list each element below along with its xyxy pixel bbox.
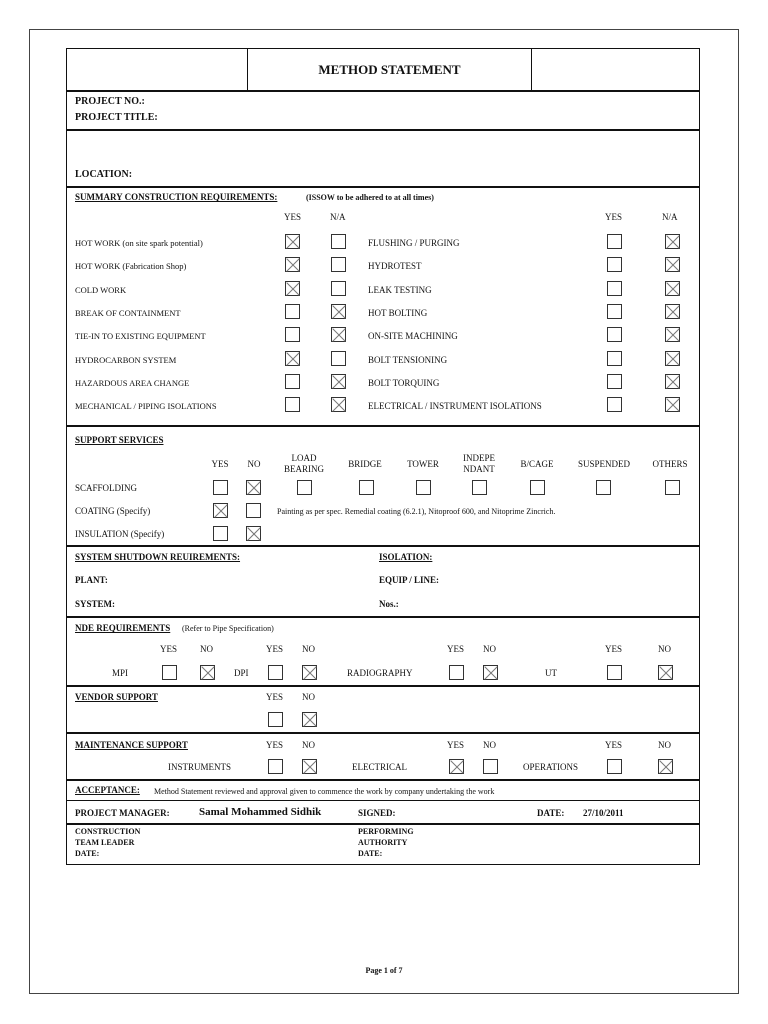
summary-right-na-checkbox[interactable] — [665, 327, 680, 342]
system-label: SYSTEM: — [75, 599, 116, 609]
ut-no-col: NO — [658, 644, 671, 654]
summary-right-yes-checkbox[interactable] — [607, 304, 622, 319]
summary-right-yes-checkbox[interactable] — [607, 257, 622, 272]
header-divider-right — [531, 48, 532, 91]
support-col-load-bearing: LOAD BEARING — [284, 453, 324, 474]
radiography-no-col: NO — [483, 644, 496, 654]
insulation-label: INSULATION (Specify) — [75, 529, 165, 539]
summary-left-na-checkbox[interactable] — [331, 351, 346, 366]
instruments-no-checkbox[interactable] — [302, 759, 317, 774]
team-leader-label: TEAM LEADER — [75, 838, 135, 847]
operations-label: OPERATIONS — [523, 762, 579, 772]
support-heading: SUPPORT SERVICES — [75, 435, 164, 445]
summary-right-yes-checkbox[interactable] — [607, 374, 622, 389]
mpi-yes-col: YES — [160, 644, 178, 654]
scaffolding-yes-checkbox[interactable] — [213, 480, 228, 495]
mpi-label: MPI — [112, 668, 129, 678]
performing-label: PERFORMING — [358, 827, 414, 836]
scaffolding-no-checkbox[interactable] — [246, 480, 261, 495]
support-col-suspended: SUSPENDED — [577, 459, 630, 469]
summary-right-na-checkbox[interactable] — [665, 304, 680, 319]
acceptance-heading: ACCEPTANCE: — [75, 785, 140, 795]
summary-right-yes-checkbox[interactable] — [607, 351, 622, 366]
construction-label: CONSTRUCTION — [75, 827, 141, 836]
project-title-label: PROJECT TITLE: — [75, 112, 158, 123]
summary-right-na-checkbox[interactable] — [665, 281, 680, 296]
summary-yes-left: YES — [284, 212, 302, 222]
shutdown-rule — [66, 616, 700, 618]
scaffolding-load-bearing-checkbox[interactable] — [297, 480, 312, 495]
equip-line-label: EQUIP / LINE: — [379, 575, 440, 585]
summary-left-yes-checkbox[interactable] — [285, 281, 300, 296]
ut-no-checkbox[interactable] — [658, 665, 673, 680]
authority-date-label: DATE: — [358, 849, 383, 858]
support-col-yes: YES — [211, 459, 229, 469]
maintenance-heading: MAINTENANCE SUPPORT — [75, 740, 188, 750]
summary-left-label: HOT WORK (Fabrication Shop) — [75, 261, 187, 271]
support-col-independant: INDEPE NDANT — [463, 453, 495, 474]
radiography-yes-col: YES — [447, 644, 465, 654]
electrical-no-col: NO — [483, 740, 496, 750]
summary-right-label: HYDROTEST — [368, 261, 422, 271]
dpi-no-checkbox[interactable] — [302, 665, 317, 680]
operations-yes-checkbox[interactable] — [607, 759, 622, 774]
summary-left-label: MECHANICAL / PIPING ISOLATIONS — [75, 401, 217, 411]
project-rule — [66, 129, 700, 131]
nos-label: Nos.: — [379, 599, 399, 609]
radiography-label: RADIOGRAPHY — [347, 668, 413, 678]
isolation-heading: ISOLATION: — [379, 552, 433, 562]
summary-left-yes-checkbox[interactable] — [285, 351, 300, 366]
summary-right-yes-checkbox[interactable] — [607, 234, 622, 249]
summary-left-label: BREAK OF CONTAINMENT — [75, 308, 181, 318]
vendor-yes-checkbox[interactable] — [268, 712, 283, 727]
signature-rule — [66, 823, 700, 825]
instruments-no-col: NO — [302, 740, 315, 750]
summary-yes-right: YES — [605, 212, 623, 222]
nde-note: (Refer to Pipe Specification) — [182, 624, 274, 633]
support-col-tower: TOWER — [407, 459, 439, 469]
summary-left-label: HYDROCARBON SYSTEM — [75, 355, 177, 365]
plant-label: PLANT: — [75, 575, 108, 585]
instruments-yes-checkbox[interactable] — [268, 759, 283, 774]
construction-date-label: DATE: — [75, 849, 100, 858]
summary-left-na-checkbox[interactable] — [331, 327, 346, 342]
summary-left-yes-checkbox[interactable] — [285, 257, 300, 272]
summary-left-yes-checkbox[interactable] — [285, 304, 300, 319]
vendor-no-checkbox[interactable] — [302, 712, 317, 727]
insulation-no-checkbox[interactable] — [246, 526, 261, 541]
electrical-no-checkbox[interactable] — [483, 759, 498, 774]
support-col-no: NO — [247, 459, 261, 469]
summary-right-na-checkbox[interactable] — [665, 351, 680, 366]
ut-yes-col: YES — [605, 644, 623, 654]
summary-right-label: ON-SITE MACHINING — [368, 331, 458, 341]
summary-right-yes-checkbox[interactable] — [607, 397, 622, 412]
dpi-label: DPI — [234, 668, 249, 678]
page-number: Page 1 of 7 — [365, 966, 403, 975]
radiography-no-checkbox[interactable] — [483, 665, 498, 680]
ut-yes-checkbox[interactable] — [607, 665, 622, 680]
maintenance-rule — [66, 779, 700, 781]
scaffolding-suspended-checkbox[interactable] — [596, 480, 611, 495]
summary-right-na-checkbox[interactable] — [665, 257, 680, 272]
vendor-yes-col: YES — [266, 692, 284, 702]
operations-no-col: NO — [658, 740, 671, 750]
support-rule — [66, 545, 700, 547]
summary-right-na-checkbox[interactable] — [665, 397, 680, 412]
support-col-bridge: BRIDGE — [348, 459, 382, 469]
mpi-no-col: NO — [200, 644, 213, 654]
dpi-yes-checkbox[interactable] — [268, 665, 283, 680]
radiography-yes-checkbox[interactable] — [449, 665, 464, 680]
summary-heading: SUMMARY CONSTRUCTION REQUIREMENTS: — [75, 192, 278, 202]
instruments-label: INSTRUMENTS — [168, 762, 232, 772]
insulation-yes-checkbox[interactable] — [213, 526, 228, 541]
authority-label: AUTHORITY — [358, 838, 408, 847]
summary-rule — [66, 425, 700, 427]
ut-label: UT — [545, 668, 557, 678]
summary-right-label: ELECTRICAL / INSTRUMENT ISOLATIONS — [368, 401, 542, 411]
summary-na-right: N/A — [662, 212, 678, 222]
support-col-others: OTHERS — [652, 459, 688, 469]
summary-left-na-checkbox[interactable] — [331, 304, 346, 319]
acceptance-text: Method Statement reviewed and approval given to commence the work by company undertaking the work — [154, 787, 495, 796]
mpi-yes-checkbox[interactable] — [162, 665, 177, 680]
vendor-no-col: NO — [302, 692, 315, 702]
location-rule — [66, 186, 700, 188]
header-rule — [66, 90, 700, 92]
summary-left-yes-checkbox[interactable] — [285, 327, 300, 342]
dpi-yes-col: YES — [266, 644, 284, 654]
summary-left-yes-checkbox[interactable] — [285, 397, 300, 412]
instruments-yes-col: YES — [266, 740, 284, 750]
scaffolding-bridge-checkbox[interactable] — [359, 480, 374, 495]
operations-no-checkbox[interactable] — [658, 759, 673, 774]
mpi-no-checkbox[interactable] — [200, 665, 215, 680]
support-col-bcage: B/CAGE — [520, 459, 554, 469]
summary-left-yes-checkbox[interactable] — [285, 234, 300, 249]
coating-specification: Painting as per spec. Remedial coating (6.2.1), Nitoproof 600, and Nitoprime Zincrich. — [277, 507, 556, 516]
vendor-rule — [66, 732, 700, 734]
coating-no-checkbox[interactable] — [246, 503, 261, 518]
summary-left-na-checkbox[interactable] — [331, 374, 346, 389]
electrical-yes-checkbox[interactable] — [449, 759, 464, 774]
scaffolding-label: SCAFFOLDING — [75, 483, 138, 493]
summary-left-na-checkbox[interactable] — [331, 281, 346, 296]
form-title: METHOD STATEMENT — [318, 62, 461, 77]
summary-right-label: BOLT TORQUING — [368, 378, 440, 388]
summary-left-yes-checkbox[interactable] — [285, 374, 300, 389]
summary-left-na-checkbox[interactable] — [331, 234, 346, 249]
summary-right-na-checkbox[interactable] — [665, 374, 680, 389]
summary-left-label: TIE-IN TO EXISTING EQUIPMENT — [75, 331, 206, 341]
coating-label: COATING (Specify) — [75, 506, 151, 516]
summary-na-left: N/A — [330, 212, 346, 222]
shutdown-heading: SYSTEM SHUTDOWN REUIREMENTS: — [75, 552, 241, 562]
acceptance-rule — [66, 800, 700, 801]
vendor-heading: VENDOR SUPPORT — [75, 692, 158, 702]
scaffolding-bcage-checkbox[interactable] — [530, 480, 545, 495]
nde-rule — [66, 685, 700, 687]
summary-right-label: LEAK TESTING — [368, 285, 432, 295]
summary-left-label: HAZARDOUS AREA CHANGE — [75, 378, 190, 388]
summary-left-label: COLD WORK — [75, 285, 127, 295]
project-manager-name: Samal Mohammed Sidhik — [199, 806, 322, 818]
coating-yes-checkbox[interactable] — [213, 503, 228, 518]
date-value: 27/10/2011 — [583, 808, 624, 818]
scaffolding-others-checkbox[interactable] — [665, 480, 680, 495]
electrical-label: ELECTRICAL — [352, 762, 407, 772]
summary-left-label: HOT WORK (on site spark potential) — [75, 238, 203, 248]
signed-label: SIGNED: — [358, 808, 396, 818]
summary-right-yes-checkbox[interactable] — [607, 327, 622, 342]
summary-right-yes-checkbox[interactable] — [607, 281, 622, 296]
summary-note: (ISSOW to be adhered to at all times) — [306, 193, 434, 202]
summary-right-na-checkbox[interactable] — [665, 234, 680, 249]
dpi-no-col: NO — [302, 644, 315, 654]
summary-right-label: HOT BOLTING — [368, 308, 428, 318]
nde-heading: NDE REQUIREMENTS — [75, 623, 171, 633]
scaffolding-independant-checkbox[interactable] — [472, 480, 487, 495]
summary-right-label: FLUSHING / PURGING — [368, 238, 460, 248]
operations-yes-col: YES — [605, 740, 623, 750]
summary-right-label: BOLT TENSIONING — [368, 355, 448, 365]
project-no-label: PROJECT NO.: — [75, 96, 145, 107]
project-manager-label: PROJECT MANAGER: — [75, 808, 170, 818]
scaffolding-tower-checkbox[interactable] — [416, 480, 431, 495]
electrical-yes-col: YES — [447, 740, 465, 750]
date-label: DATE: — [537, 808, 565, 818]
location-label: LOCATION: — [75, 169, 133, 180]
summary-left-na-checkbox[interactable] — [331, 397, 346, 412]
summary-left-na-checkbox[interactable] — [331, 257, 346, 272]
